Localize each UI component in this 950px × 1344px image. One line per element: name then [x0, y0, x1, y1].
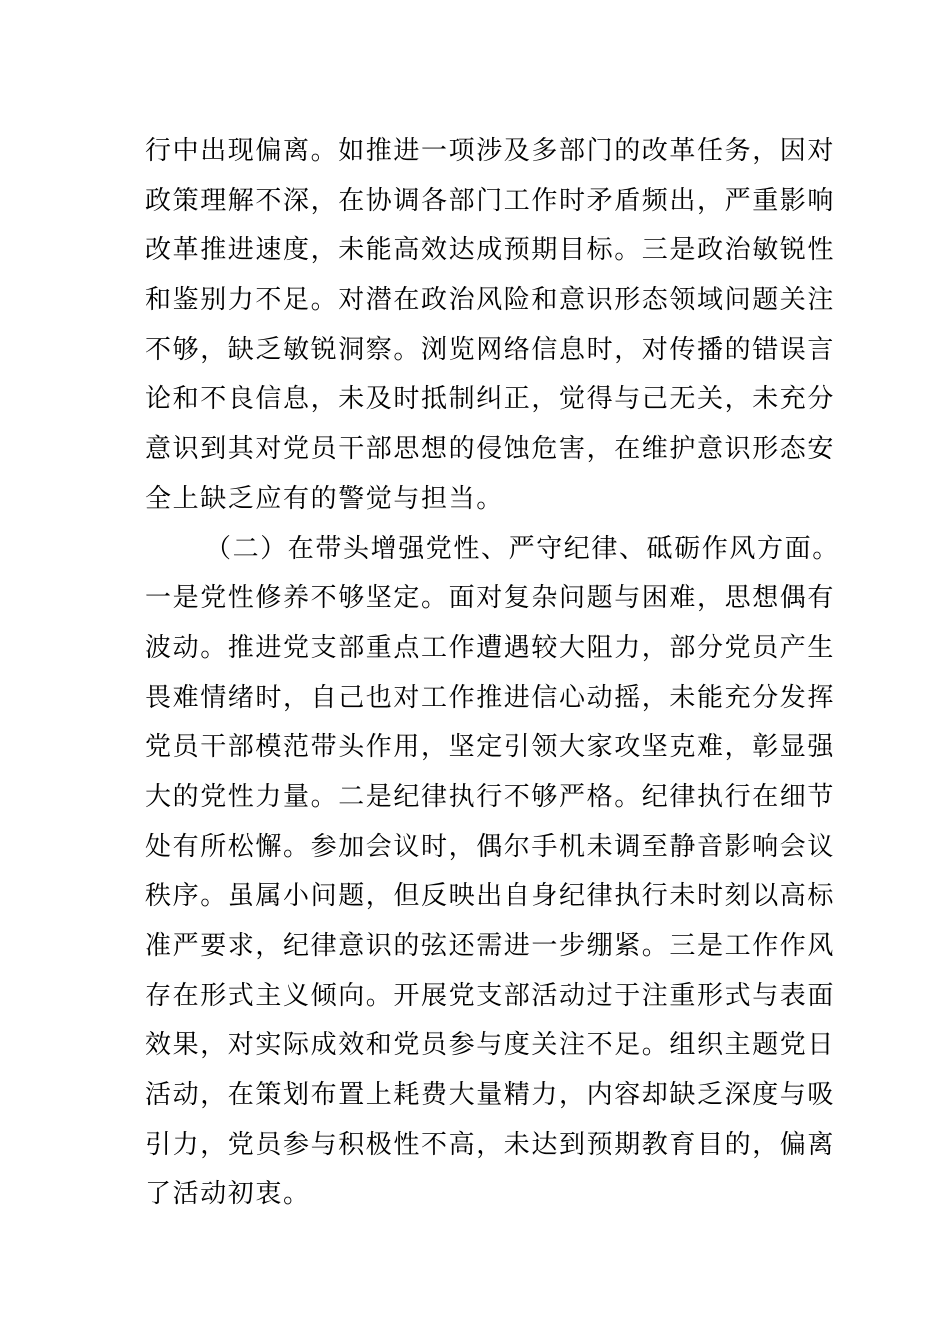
- text-line: 存在形式主义倾向。开展党支部活动过于注重形式与表面: [145, 980, 836, 1011]
- text-line: 活动，在策划布置上耗费大量精力，内容却缺乏深度与吸: [145, 1080, 836, 1111]
- text-line: 畏难情绪时，自己也对工作推进信心动摇，未能充分发挥: [145, 682, 836, 713]
- text-line: 处有所松懈。参加会议时，偶尔手机未调至静音影响会议: [145, 831, 836, 862]
- text-line: 论和不良信息，未及时抵制纠正，觉得与己无关，未充分: [145, 384, 836, 415]
- text-line: 效果，对实际成效和党员参与度关注不足。组织主题党日: [145, 1030, 836, 1061]
- text-line: 秩序。虽属小问题，但反映出自身纪律执行未时刻以高标: [145, 881, 836, 912]
- text-line: 不够，缺乏敏锐洞察。浏览网络信息时，对传播的错误言: [145, 334, 836, 365]
- text-line: 一是党性修养不够坚定。面对复杂问题与困难，思想偶有: [145, 583, 836, 614]
- document-body: [145, 127, 840, 1220]
- text-line: 行中出现偏离。如推进一项涉及多部门的改革任务，因对: [145, 136, 836, 166]
- text-line: 政策理解不深，在协调各部门工作时矛盾频出，严重影响: [145, 185, 836, 216]
- text-line: 全上缺乏应有的警觉与担当。: [145, 483, 504, 514]
- section-heading: （二）在带头增强党性、严守纪律、砥砺作风方面。: [205, 533, 840, 564]
- text-line: 改革推进速度，未能高效达成预期目标。三是政治敏锐性: [145, 235, 836, 266]
- text-line: 了活动初衷。: [145, 1179, 311, 1210]
- text-line: 波动。推进党支部重点工作遭遇较大阻力，部分党员产生: [145, 632, 836, 663]
- text-line: 党员干部模范带头作用，坚定引领大家攻坚克难，彰显强: [145, 732, 836, 763]
- text-line: 大的党性力量。二是纪律执行不够严格。纪律执行在细节: [145, 781, 836, 812]
- text-line: 和鉴别力不足。对潜在政治风险和意识形态领域问题关注: [145, 285, 836, 316]
- text-line: 准严要求，纪律意识的弦还需进一步绷紧。三是工作作风: [145, 931, 836, 961]
- text-line: 引力，党员参与积极性不高，未达到预期教育目的，偏离: [145, 1129, 836, 1160]
- text-line: 意识到其对党员干部思想的侵蚀危害，在维护意识形态安: [145, 434, 836, 465]
